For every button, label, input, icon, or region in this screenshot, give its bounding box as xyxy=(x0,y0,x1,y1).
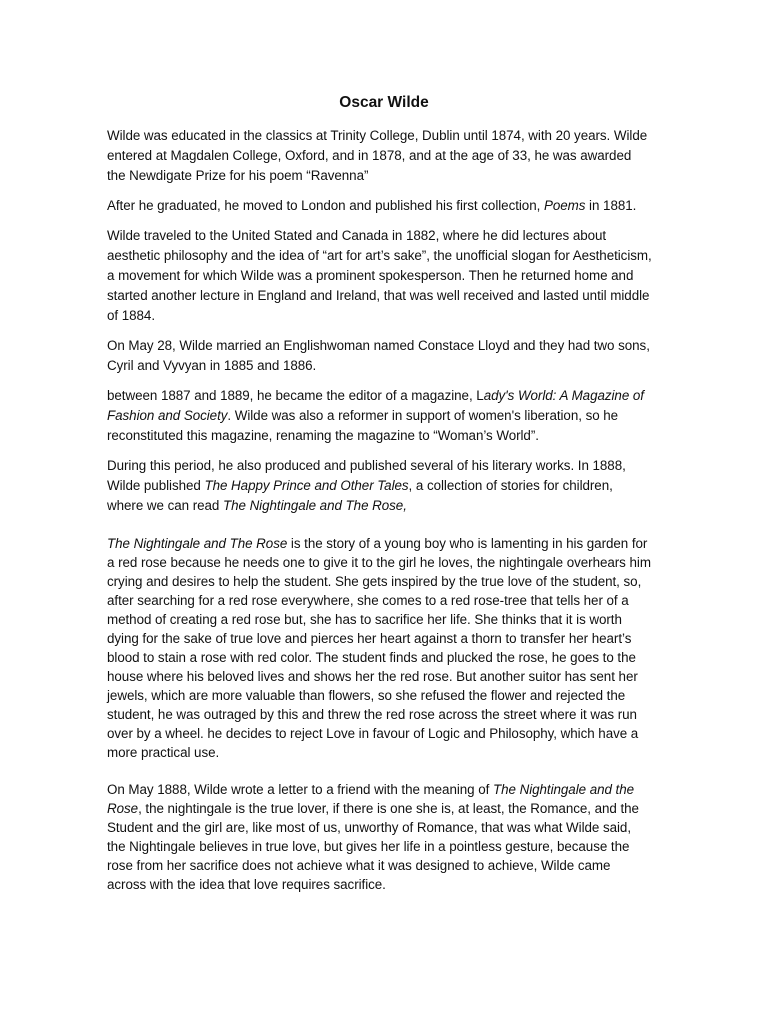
paragraph-run: Wilde was educated in the classics at Trinity College, Dublin until 1874, with 20 years. Wilde entered at Magdalen College, Oxford, and in 1878, and at the age of 33, he was awarded the Newdigate Prize for his poem “Ravenna” xyxy=(107,128,648,183)
paragraph-run: . Wilde was also a reformer in support of women's liberation, so he reconstituted this magazine, renaming the magazine to “Woman’s World”. xyxy=(107,408,619,443)
paragraph-run: After he graduated, he moved to London and published his first collection, xyxy=(107,198,544,213)
paragraph-run: in 1881. xyxy=(585,198,637,213)
italic-title-run: ady's World: A Magazine of Fashion and Society xyxy=(107,388,644,423)
italic-title-run: The Nightingale and The Rose, xyxy=(222,498,407,513)
paragraph-run: On May 1888, Wilde wrote a letter to a friend with the meaning of xyxy=(107,782,493,797)
paragraph-london xyxy=(107,196,652,216)
document-body xyxy=(107,126,652,905)
paragraph-literary-works xyxy=(107,456,652,516)
paragraph-run: , a collection of stories for children, where we can read xyxy=(107,478,613,513)
document-title: Oscar Wilde xyxy=(339,94,429,111)
paragraph-run: On May 28, Wilde married an Englishwoman named Constace Lloyd and they had two sons, Cyril and Vyvyan in 1885 and 1886. xyxy=(107,338,650,373)
italic-title-run: The Happy Prince and Other Tales xyxy=(204,478,409,493)
paragraph-run: Wilde traveled to the United Stated and Canada in 1882, where he did lectures about aesthetic philosophy and the idea of “art for art’s sake”, the unofficial slogan for Aestheticism, a movement for which Wilde was a prominent spokesperson. Then he returned home and started another lecture in England and Ireland, that was well received and lasted until middle of 1884. xyxy=(107,228,652,323)
paragraph-marriage xyxy=(107,336,652,376)
italic-title-run: Poems xyxy=(543,198,586,213)
paragraph-story-summary xyxy=(107,534,652,762)
italic-title-run: The Nightingale and the Rose xyxy=(107,782,635,817)
italic-title-run: The Nightingale and The Rose xyxy=(107,536,288,551)
paragraph-run: During this period, he also produced and published several of his literary works. In 1888, Wilde published xyxy=(107,458,626,493)
paragraph-letter xyxy=(107,780,652,895)
paragraph-america xyxy=(107,226,652,326)
paragraph-run: , the nightingale is the true lover, if there is one she is, at least, the Romance, and the Student and the girl are, like most of us, unworthy of Romance, that was what Wilde said, the Nightingale believes in true love, but gives her life in a pointless gesture, because the rose from her sacrifice does not achieve what it was designed to achieve, Wilde came across with the idea that love requires sacrifice. xyxy=(107,801,639,893)
paragraph-run: between 1887 and 1889, he became the editor of a magazine, L xyxy=(107,388,484,403)
paragraph-editor xyxy=(107,386,652,446)
paragraph-run: is the story of a young boy who is lamenting in his garden for a red rose because he needs one to give it to the girl he loves, the nightingale overhears him crying and desires to help the student. She gets inspired by the true love of the student, so, after searching for a red rose everywhere, she comes to a red rose-tree that tells her of a method of creating a red rose but, she has to sacrifice her life. She thinks that it is worth dying for the sake of true love and pierces her heart against a thorn to transfer her heart’s blood to stain a rose with red color. The student finds and plucked the rose, he goes to the house where his beloved lives and shows her the red rose. But another suitor has sent her jewels, which are more valuable than flowers, so she refused the flower and rejected the student, he was outraged by this and threw the red rose across the street where it was run over by a wheel. he decides to reject Love in favour of Logic and Philosophy, which have a more practical use. xyxy=(107,536,651,760)
paragraph-education xyxy=(107,126,652,186)
